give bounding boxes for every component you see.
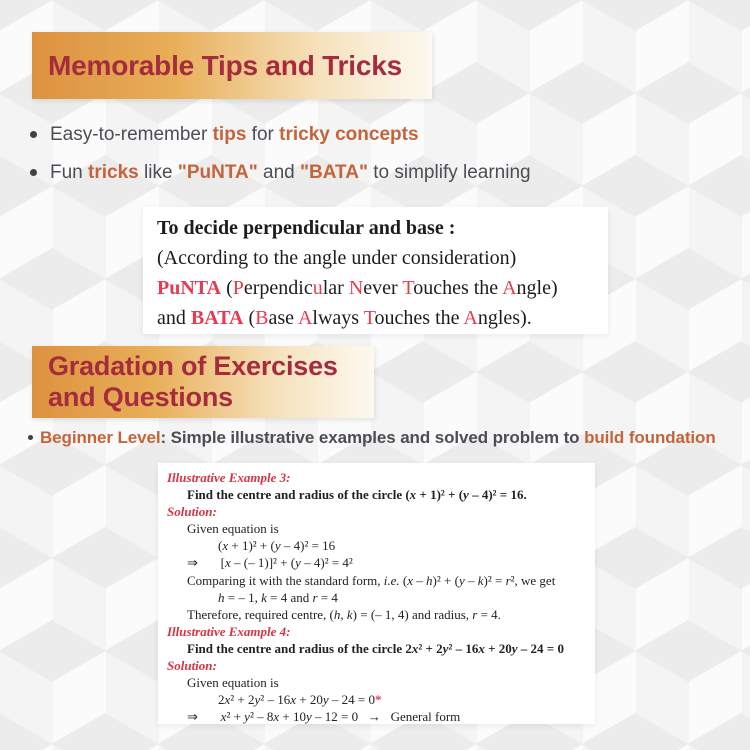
- rule-bata-line: and BATA (Base Always Touches the Angles).: [157, 307, 532, 329]
- example3-solution-label: Solution:: [167, 504, 217, 520]
- rule-heading: To decide perpendicular and base :: [157, 217, 456, 239]
- example4-solution-label: Solution:: [167, 658, 217, 674]
- example4-general-form: ⇒ x² + y² – 8x + 10y – 12 = 0 → General form: [187, 709, 461, 725]
- section-header-tips: [32, 32, 432, 99]
- example4-heading: Illustrative Example 4:: [167, 623, 291, 639]
- example4-given-label: Given equation is: [187, 675, 279, 691]
- example4-problem: Find the centre and radius of the circle 2x² + 2y² – 16x + 20y – 24 = 0: [187, 640, 564, 656]
- bullet-beginner-level-text: Beginner Level: Simple illustrative examples and solved problem to build foundation: [40, 428, 716, 447]
- gradation-title-line2: and Questions: [48, 382, 233, 412]
- example3-implies-step: ⇒ [x – (– 1)]² + (y – 4)² = 4²: [187, 555, 353, 571]
- bullet-easy-tips-text: Easy-to-remember tips for tricky concepts: [50, 124, 419, 145]
- solved-examples-card: [158, 463, 595, 724]
- rule-punta-line: PuNTA (Perpendicular Never Touches the Angle): [157, 277, 558, 299]
- gradation-title-line1: Gradation of Exercises: [48, 351, 338, 381]
- bullet-dot-icon: [30, 131, 37, 138]
- example3-equation: (x + 1)² + (y – 4)² = 16: [218, 538, 336, 554]
- bullet-easy-tips: [30, 124, 419, 146]
- rule-subheading: (According to the angle under consideration): [157, 247, 517, 269]
- example3-values-step: h = – 1, k = 4 and r = 4: [218, 589, 338, 605]
- punta-rule-card: [143, 207, 608, 334]
- section-header-gradation: [32, 346, 374, 418]
- bullet-fun-tricks-text: Fun tricks like "PuNTA" and "BATA" to simplify learning: [50, 162, 531, 183]
- bullet-dot-icon: [30, 169, 37, 176]
- example3-problem: Find the centre and radius of the circle (x + 1)² + (y – 4)² = 16.: [187, 487, 527, 503]
- example3-heading: Illustrative Example 3:: [167, 470, 291, 485]
- bullet-fun-tricks: [30, 162, 531, 184]
- example3-comparing-step: Comparing it with the standard form, i.e. (x – h)² + (y – k)² = r², we get: [187, 572, 556, 588]
- bullet-dot-icon: [28, 435, 33, 440]
- tips-title: Memorable Tips and Tricks: [48, 49, 402, 81]
- example3-given-label: Given equation is: [187, 521, 279, 537]
- example4-equation: 2x² + 2y² – 16x + 20y – 24 = 0*: [218, 692, 382, 708]
- example3-result: Therefore, required centre, (h, k) = (– 1, 4) and radius, r = 4.: [187, 606, 501, 622]
- bullet-beginner-level: [28, 428, 716, 448]
